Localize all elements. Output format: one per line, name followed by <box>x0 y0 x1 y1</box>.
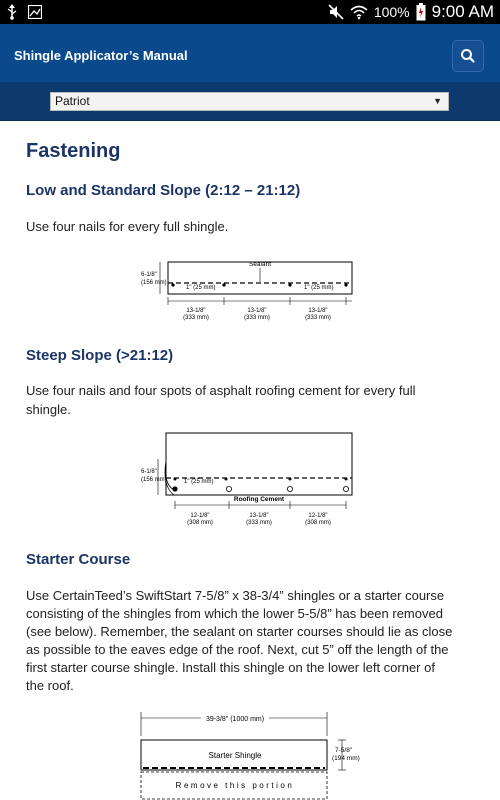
section-text-starter-line-3: (see below). Remember, the sealant on starter courses should lie as close <box>26 624 453 639</box>
status-left <box>6 4 42 20</box>
app-title: Shingle Applicator’s Manual <box>14 48 188 63</box>
spacing-label: 13-1/8" <box>249 513 269 519</box>
steep-slope-nailing-diagram <box>140 431 360 539</box>
spacing-metric-label: (308 mm) <box>187 520 213 526</box>
height-label: 7-5/8" <box>335 747 353 754</box>
usb-icon <box>6 4 18 20</box>
status-bar <box>0 0 500 24</box>
nail-mark <box>174 478 177 481</box>
image-icon <box>28 5 42 19</box>
status-right <box>328 2 494 22</box>
width-label: 39-3/8" (1000 mm) <box>205 716 265 723</box>
spacing-metric-label: (333 mm) <box>246 520 272 526</box>
product-filter-bar <box>0 82 500 121</box>
battery-percent: 100% <box>373 4 410 20</box>
starter-course-diagram <box>135 706 370 800</box>
nail-mark <box>225 478 228 481</box>
spacing-metric-label: (333 mm) <box>305 315 331 321</box>
wifi-icon <box>350 4 368 20</box>
remove-portion-label: Remove this portion <box>175 781 295 790</box>
spacing-metric-label: (333 mm) <box>244 315 270 321</box>
roofing-cement-label: Roofing Cement <box>233 496 285 503</box>
nail-mark <box>345 478 348 481</box>
product-select[interactable] <box>50 92 449 111</box>
product-select-value: Patriot <box>55 94 90 108</box>
search-icon <box>453 41 483 71</box>
edge-distance-left-label: 1" (25 mm) <box>186 285 216 291</box>
section-heading-steep-slope: Steep Slope (>21:12) <box>26 347 174 364</box>
article-content <box>0 121 500 800</box>
spacing-label: 12-1/8" <box>190 513 210 519</box>
clock: 9:00 AM <box>431 2 494 21</box>
mute-icon <box>328 4 344 20</box>
spacing-label: 13-1/8" <box>308 308 328 314</box>
height-label: 6-1/8" <box>141 272 157 278</box>
nail-mark <box>344 283 347 286</box>
section-text-low-slope: Use four nails for every full shingle. <box>26 219 229 234</box>
section-text-steep-slope-line-2: shingle. <box>26 402 71 417</box>
battery-icon <box>416 3 426 21</box>
section-text-starter-line-6: the roof. <box>26 678 74 693</box>
spacing-label: 12-1/8" <box>308 513 328 519</box>
nail-mark <box>289 478 292 481</box>
section-text-starter-line-1: Use CertainTeed’s SwiftStart 7-5/8” x 38-3/4” shingles or a starter course <box>26 588 445 603</box>
height-label: 6-1/8" <box>141 469 157 475</box>
chevron-down-icon: ▼ <box>433 96 442 106</box>
starter-shingle-label: Starter Shingle <box>208 751 262 760</box>
shingle-outline <box>166 433 352 495</box>
section-heading-starter-course: Starter Course <box>26 551 131 568</box>
section-heading-low-slope: Low and Standard Slope (2:12 – 21:12) <box>26 182 301 199</box>
spacing-metric-label: (333 mm) <box>183 315 209 321</box>
app-bar <box>0 24 500 82</box>
section-text-steep-slope-line-1: Use four nails and four spots of asphalt roofing cement for every full <box>26 383 416 398</box>
cement-spot <box>172 486 177 491</box>
section-text-starter-line-2: consisting of the shingles from which the lower 5-5/8” has been removed <box>26 606 443 621</box>
nail-mark <box>171 283 174 286</box>
page-title: Fastening <box>26 140 121 162</box>
spacing-label: 13-1/8" <box>247 308 267 314</box>
height-metric-label: (156 mm) <box>141 477 167 483</box>
nail-mark <box>222 283 225 286</box>
height-metric-label: (156 mm) <box>141 280 167 286</box>
spacing-label: 13-1/8" <box>186 308 206 314</box>
search-button[interactable] <box>452 40 484 72</box>
spacing-metric-label: (308 mm) <box>305 520 331 526</box>
edge-distance-left-label: 1" (25 mm) <box>184 479 214 485</box>
height-metric-label: (194 mm) <box>332 755 360 762</box>
nail-mark <box>288 283 291 286</box>
section-text-starter-line-4: as possible to the eaves edge of the roof. Next, cut 5” off the length of the <box>26 642 449 657</box>
sealant-label: Sealant <box>248 261 272 268</box>
edge-distance-right-label: 1" (25 mm) <box>304 285 334 291</box>
section-text-starter-line-5: first starter course shingle. Install this shingle on the lower left corner of <box>26 660 435 675</box>
low-slope-nailing-diagram <box>140 254 360 330</box>
